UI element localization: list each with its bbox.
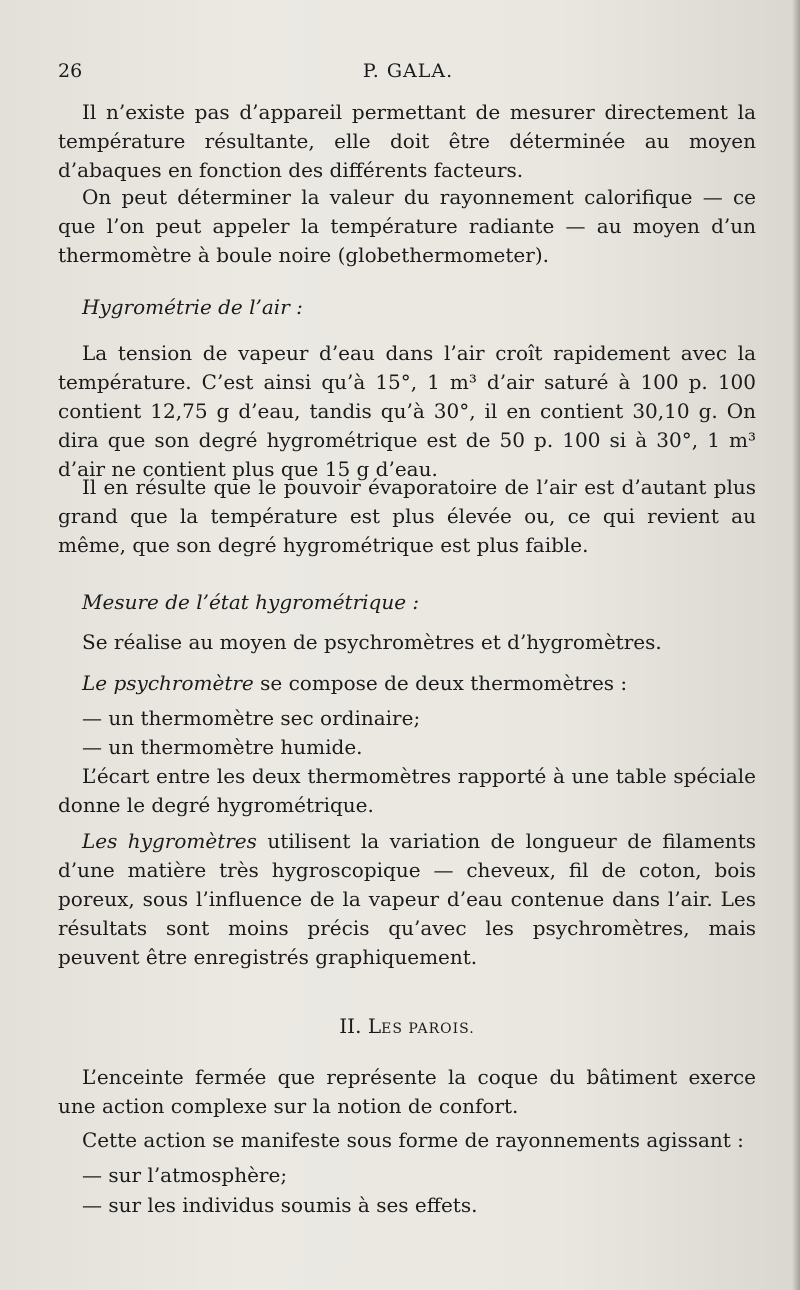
page-number: 26 (58, 60, 83, 82)
paragraph-evaporative-power: Il en résulte que le pouvoir évaporatoire de l’air est d’autant plus grand que la température est plus élevée ou, ce qui revient au même, que son degré hygrométrique est plus faible. (58, 475, 756, 557)
hygrometers-description: utilisent la variation de longueur de filaments d’une matière très hygroscopique — cheveux, fil de coton, bois poreux, sous l’influence de la vapeur d’eau contenue dans l’air. Les résultats sont moins précis qu’avec les psychromètres, mais peuvent être enregistrés graphiquement. (58, 829, 756, 969)
paragraph-radiant-temperature: On peut déterminer la valeur du rayonnement calorifique — ce que l’on peut appeler la température radiante — au moyen d’un thermomètre à boule noire (globethermometer). (58, 185, 756, 267)
paragraph-psychrometer (58, 669, 756, 698)
list-item: — sur les individus soumis à ses effets. (82, 1193, 478, 1217)
paragraph-hygrometers (58, 827, 756, 972)
section-title-rest: ES PAROIS. (381, 1021, 475, 1037)
paragraph-vapour-tension: La tension de vapeur d’eau dans l’air croît rapidement avec la température. C’est ainsi qu’à 15°, 1 m³ d’air saturé à 100 p. 100 contient 12,75 g d’eau, tandis qu’à 30°, il en contient 30,10 g. On dira que son degré hygrométrique est de 50 p. 100 si à 30°, 1 m³ d’air ne contient plus que 15 g d’eau. (58, 341, 756, 481)
paragraph-resultant-temperature: Il n’existe pas d’appareil permettant de mesurer directement la température résultante, elle doit être déterminée au moyen d’abaques en fonction des différents facteurs. (58, 100, 756, 182)
paragraph-thermometer-gap: L’écart entre les deux thermomètres rapporté à une table spéciale donne le degré hygrométrique. (58, 764, 756, 817)
section-title-initial: L (367, 1014, 382, 1038)
list-item: — un thermomètre sec ordinaire; (82, 706, 421, 730)
paragraph-instruments: Se réalise au moyen de psychromètres et d’hygromètres. (82, 630, 662, 654)
section-heading (58, 1012, 756, 1044)
section-number: II. (339, 1014, 362, 1038)
heading-mesure: Mesure de l’état hygrométrique : (82, 590, 420, 614)
heading-hygrometrie: Hygrométrie de l’air : (82, 295, 303, 319)
page-header (58, 60, 758, 90)
term-psychrometre: Le psychromètre (82, 671, 254, 695)
term-hygrometres: Les hygromètres (82, 829, 257, 853)
paragraph-enclosure: L’enceinte fermée que représente la coque du bâtiment exerce une action complexe sur la notion de confort. (58, 1065, 756, 1118)
list-item: — sur l’atmosphère; (82, 1163, 288, 1187)
psychrometer-description: se compose de deux thermomètres : (253, 671, 628, 695)
list-item: — un thermomètre humide. (82, 735, 363, 759)
running-head: P. GALA. (362, 60, 454, 82)
paragraph-radiation: Cette action se manifeste sous forme de rayonnements agissant : (82, 1128, 744, 1152)
page-edge-shadow (792, 0, 800, 1290)
